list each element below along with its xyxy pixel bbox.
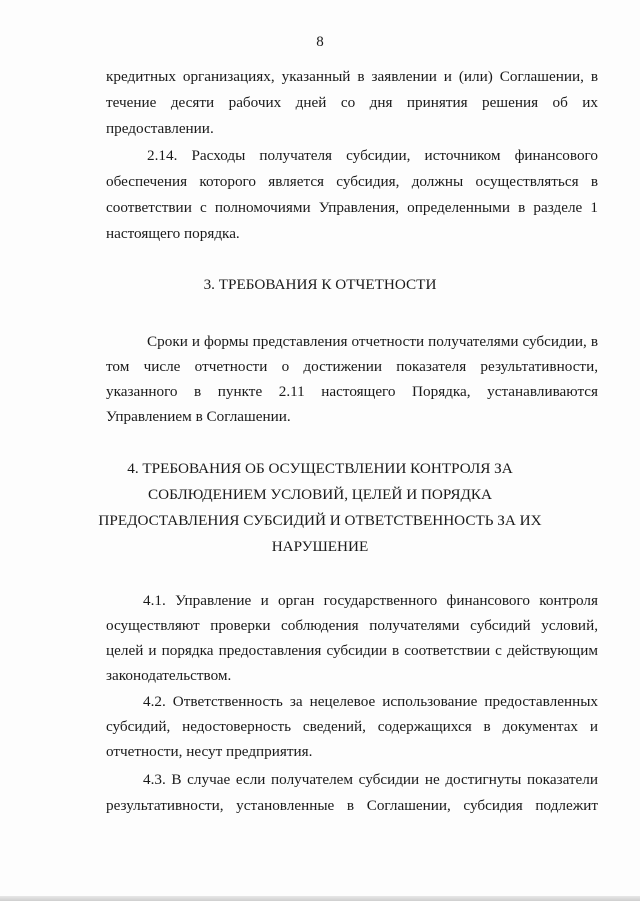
page-number: 8 — [316, 34, 324, 50]
paragraph-4-1-line: целей и порядка предоставления субсидии в соответствии с действующим — [106, 642, 598, 659]
section-3-heading: 3. ТРЕБОВАНИЯ К ОТЧЕТНОСТИ — [203, 276, 437, 293]
paragraph-4-1-line: осуществляют проверки соблюдения получателями субсидий условий, — [106, 617, 598, 634]
paragraph-line: кредитных организациях, указанный в заявлении и (или) Соглашении, в — [106, 68, 598, 85]
paragraph-2-14-line: обеспечения которого является субсидия, должны осуществляться в — [106, 173, 598, 190]
section-3-paragraph-line: Сроки и формы представления отчетности получателями субсидии, в — [147, 333, 598, 350]
paragraph-2-14-line: соответствии с полномочиями Управления, определенными в разделе 1 — [106, 199, 598, 216]
paragraph-line: предоставлении. — [106, 120, 214, 137]
section-4-heading-line: 4. ТРЕБОВАНИЯ ОБ ОСУЩЕСТВЛЕНИИ КОНТРОЛЯ ЗА — [127, 460, 513, 477]
paragraph-4-3-line: результативности, установленные в Соглашении, субсидия подлежит — [106, 797, 598, 814]
paragraph-2-14-line: 2.14. Расходы получателя субсидии, источником финансового — [147, 147, 598, 164]
paragraph-2-14-line: настоящего порядка. — [106, 225, 240, 242]
page-bottom-edge — [0, 896, 640, 901]
paragraph-4-1-line: законодательством. — [106, 667, 232, 684]
paragraph-4-2-line: субсидий, недостоверность сведений, содержащихся в документах и — [106, 718, 598, 735]
section-3-paragraph-line: Управлением в Соглашении. — [106, 408, 291, 425]
paragraph-4-3-line: 4.3. В случае если получателем субсидии не достигнуты показатели — [143, 771, 598, 788]
section-4-heading-line: ПРЕДОСТАВЛЕНИЯ СУБСИДИЙ И ОТВЕТСТВЕННОСТЬ ЗА ИХ — [98, 512, 542, 529]
section-4-heading-line: НАРУШЕНИЕ — [271, 538, 369, 555]
section-4-heading-line: СОБЛЮДЕНИЕМ УСЛОВИЙ, ЦЕЛЕЙ И ПОРЯДКА — [148, 486, 492, 503]
paragraph-4-2-line: отчетности, несут предприятия. — [106, 743, 313, 760]
paragraph-line: течение десяти рабочих дней со дня принятия решения об их — [106, 94, 598, 111]
section-3-paragraph-line: указанного в пункте 2.11 настоящего Порядка, устанавливаются — [106, 383, 598, 400]
section-3-paragraph-line: том числе отчетности о достижении показателя результативности, — [106, 358, 598, 375]
paragraph-4-2-line: 4.2. Ответственность за нецелевое использование предоставленных — [143, 693, 598, 710]
paragraph-4-1-line: 4.1. Управление и орган государственного финансового контроля — [143, 592, 598, 609]
